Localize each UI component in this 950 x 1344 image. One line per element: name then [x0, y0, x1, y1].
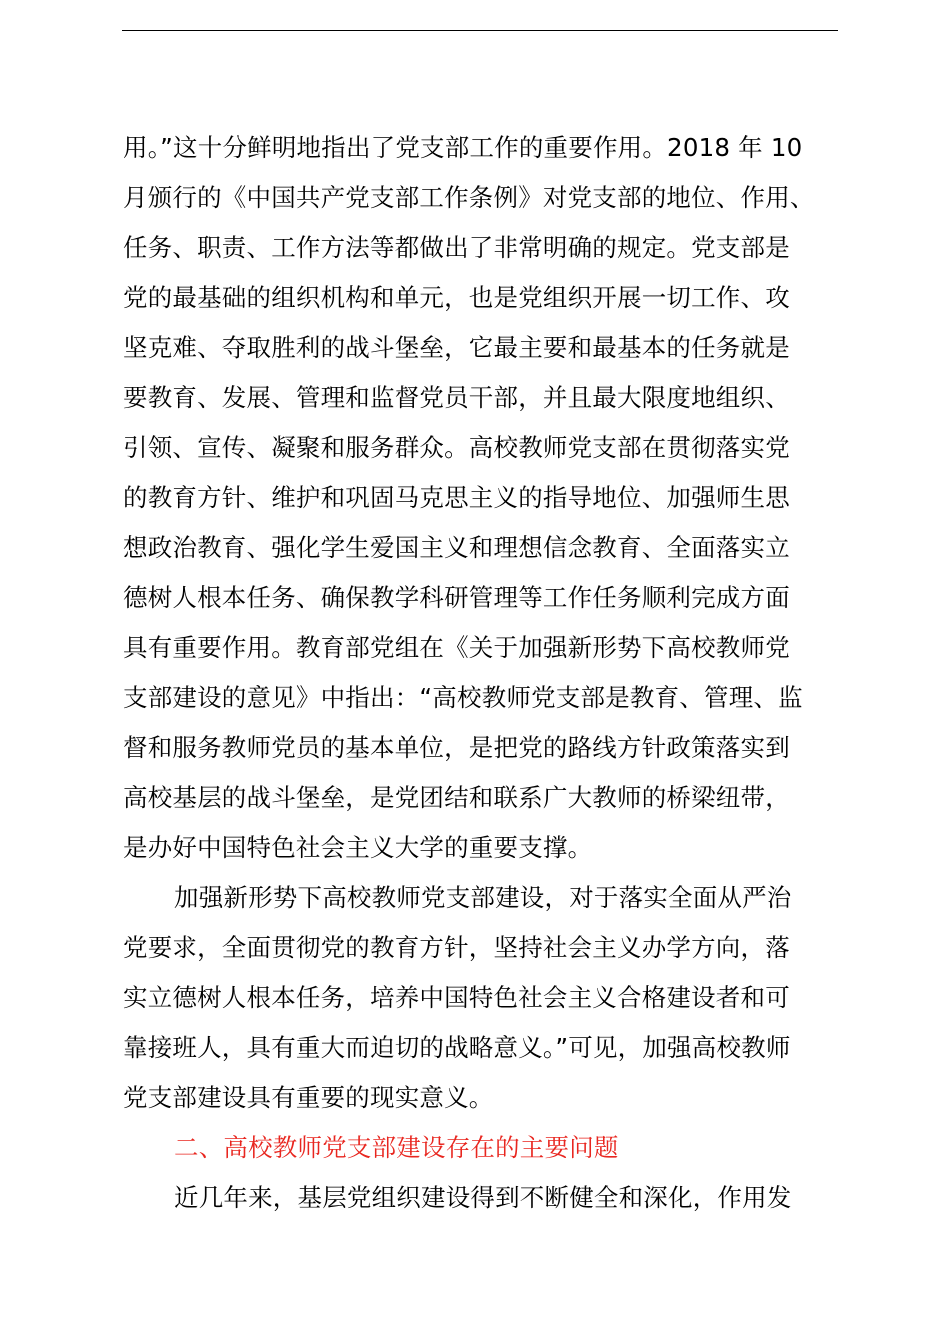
paragraph-start-line: 近几年来，基层党组织建设得到不断健全和深化，作用发	[174, 1183, 792, 1212]
text-line: 党支部建设具有重要的现实意义。	[123, 1083, 494, 1112]
header-rule	[122, 30, 838, 31]
text-line: 是办好中国特色社会主义大学的重要支撑。	[123, 833, 593, 862]
text-line: 靠接班人，具有重大而迫切的战略意义。”可见，加强高校教师	[123, 1033, 791, 1062]
text-line: 德树人根本任务、确保教学科研管理等工作任务顺利完成方面	[123, 583, 790, 612]
text-line: 党要求，全面贯彻党的教育方针，坚持社会主义办学方向，落	[123, 933, 790, 962]
document-body	[123, 123, 839, 1223]
text-line: 任务、职责、工作方法等都做出了非常明确的规定。党支部是	[123, 233, 790, 262]
text-line: 支部建设的意见》中指出：“高校教师党支部是教育、管理、监	[123, 683, 803, 712]
text-line: 坚克难、夺取胜利的战斗堡垒，它最主要和最基本的任务就是	[123, 333, 790, 362]
text-line: 引领、宣传、凝聚和服务群众。高校教师党支部在贯彻落实党	[123, 433, 790, 462]
text-line: 实立德树人根本任务，培养中国特色社会主义合格建设者和可	[123, 983, 790, 1012]
text-line: 要教育、发展、管理和监督党员干部，并且最大限度地组织、	[123, 383, 790, 412]
text-line: 月颁行的《中国共产党支部工作条例》对党支部的地位、作用、	[123, 183, 815, 212]
text-line: 高校基层的战斗堡垒，是党团结和联系广大教师的桥梁纽带，	[123, 783, 790, 812]
text-line: 督和服务教师党员的基本单位，是把党的路线方针政策落实到	[123, 733, 790, 762]
paragraph-start-line: 加强新形势下高校教师党支部建设，对于落实全面从严治	[174, 883, 792, 912]
text-line: 具有重要作用。教育部党组在《关于加强新形势下高校教师党	[123, 633, 790, 662]
text-line: 的教育方针、维护和巩固马克思主义的指导地位、加强师生思	[123, 483, 790, 512]
section-heading: 二、高校教师党支部建设存在的主要问题	[174, 1133, 619, 1162]
text-line: 想政治教育、强化学生爱国主义和理想信念教育、全面落实立	[123, 533, 790, 562]
text-line: 用。”这十分鲜明地指出了党支部工作的重要作用。2018 年 10	[123, 133, 803, 162]
text-line: 党的最基础的组织机构和单元，也是党组织开展一切工作、攻	[123, 283, 790, 312]
